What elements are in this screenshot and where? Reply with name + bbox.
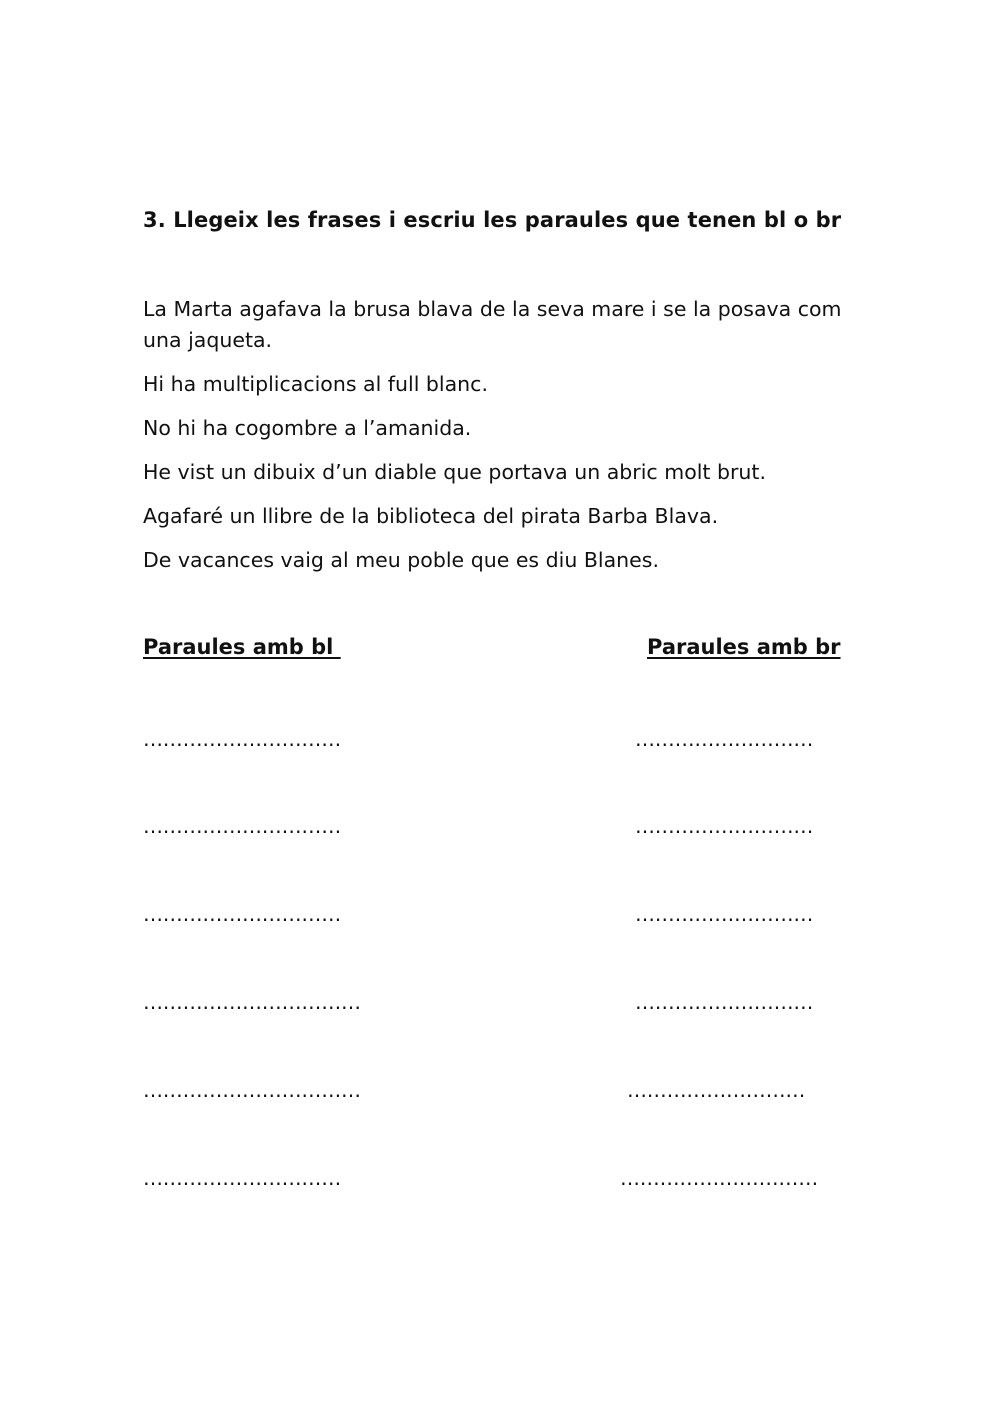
sentence-5: Agafaré un llibre de la biblioteca del pirata Barba Blava. [143,504,719,528]
exercise-title: 3. Llegeix les frases i escriu les paraules que tenen bl o br [143,208,842,232]
sentence-1: La Marta agafava la brusa blava de la seva mare i se la posava com una jaqueta. [143,297,842,352]
bl-column-header: Paraules amb bl [143,635,341,659]
bl-answer-blank-1[interactable]: ………………………… [143,727,342,751]
bl-answer-blank-6[interactable]: ………………………… [143,1166,342,1190]
bl-answer-blank-2[interactable]: ………………………… [143,814,342,838]
sentence-4: He vist un dibuix d’un diable que portava un abric molt brut. [143,460,766,484]
br-answer-blank-2[interactable]: ……………………… [635,814,814,838]
sentence-6: De vacances vaig al meu poble que es diu Blanes. [143,548,659,572]
bl-answer-blank-3[interactable]: ………………………… [143,902,342,926]
bl-answer-blank-5[interactable]: …………………………… [143,1078,361,1102]
br-answer-blank-3[interactable]: ……………………… [635,902,814,926]
br-answer-blank-1[interactable]: ……………………… [635,727,814,751]
bl-answer-blank-4[interactable]: …………………………… [143,990,361,1014]
sentence-2: Hi ha multiplicacions al full blanc. [143,372,488,396]
br-column-header: Paraules amb br [647,635,841,659]
br-answer-blank-6[interactable]: ………………………… [620,1166,819,1190]
sentence-3: No hi ha cogombre a l’amanida. [143,416,472,440]
sentence-list [143,294,873,589]
br-answer-blank-5[interactable]: ……………………… [627,1078,806,1102]
br-answer-blank-4[interactable]: ……………………… [635,990,814,1014]
